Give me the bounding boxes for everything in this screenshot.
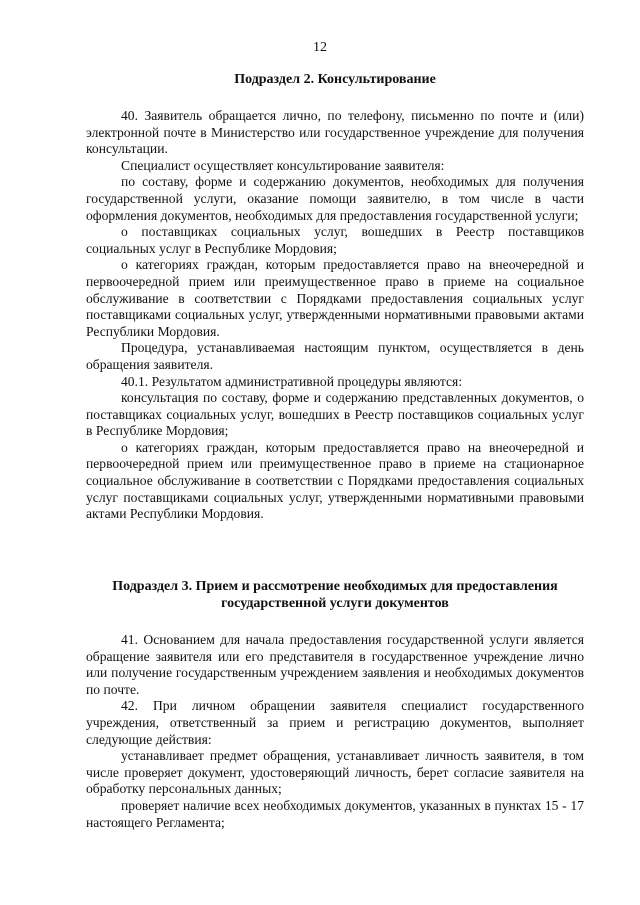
- paragraph: о категориях граждан, которым предоставляется право на внеочередной и первоочередной прием или преимущественное право в приеме на стационарное социальное обслуживание в соответствии с Порядками предоставления социальных услуг поставщиками социальных услуг, утвержденными нормативными правовыми актами Республики Мордовия.: [86, 439, 584, 522]
- paragraph: 40. Заявитель обращается лично, по телефону, письменно по почте и (или) электронной почте в Министерство или государственное учреждение для получения консультации.: [86, 108, 584, 157]
- subsection-2-title: Подраздел 2. Консультирование: [234, 72, 436, 87]
- paragraph: по составу, форме и содержанию документов, необходимых для получения государственной услуги, оказание помощи заявителю, в том числе в части оформления документов, необходимых для предоставления государственной услуги;: [86, 174, 584, 223]
- paragraph: 41. Основанием для начала предоставления государственной услуги является обращение заявителя или его представителя в государственное учреждение лично или получение государственным учреждением заявления и необходимых документов по почте.: [86, 632, 584, 697]
- paragraph: 40.1. Результатом административной процедуры являются:: [121, 373, 463, 389]
- subsection-3-title-line-1: Подраздел 3. Прием и рассмотрение необходимых для предоставления: [112, 579, 558, 594]
- paragraph: консультация по составу, форме и содержанию представленных документов, о поставщиках социальных услуг, вошедших в Реестр поставщиков социальных услуг в Республике Мордовия;: [86, 390, 584, 439]
- paragraph: проверяет наличие всех необходимых документов, указанных в пунктах 15 - 17 настоящего Регламента;: [86, 797, 584, 830]
- subsection-3-body: [86, 632, 584, 831]
- paragraph: Процедура, устанавливаемая настоящим пунктом, осуществляется в день обращения заявителя.: [86, 340, 584, 372]
- paragraph: Специалист осуществляет консультирование заявителя:: [121, 157, 445, 173]
- page-number: 12: [313, 40, 327, 55]
- subsection-3-title-line-2: государственной услуги документов: [221, 596, 449, 611]
- subsection-2-body: [86, 108, 584, 523]
- paragraph: 42. При личном обращении заявителя специалист государственного учреждения, ответственный за прием и регистрацию документов, выполняет следующие действия:: [86, 698, 584, 747]
- paragraph: о поставщиках социальных услуг, вошедших в Реестр поставщиков социальных услуг в Республике Мордовия;: [86, 224, 584, 256]
- subsection-3-title: [86, 578, 584, 612]
- paragraph: о категориях граждан, которым предоставляется право на внеочередной и первоочередной прием или преимущественное право в приеме на социальное обслуживание в соответствии с Порядками предоставления социальных услуг поставщиками социальных услуг, утвержденными нормативными правовыми актами Республики Мордовия.: [86, 257, 584, 339]
- paragraph: устанавливает предмет обращения, устанавливает личность заявителя, в том числе проверяет документ, удостоверяющий личность, берет согласие заявителя на обработку персональных данных;: [86, 748, 584, 797]
